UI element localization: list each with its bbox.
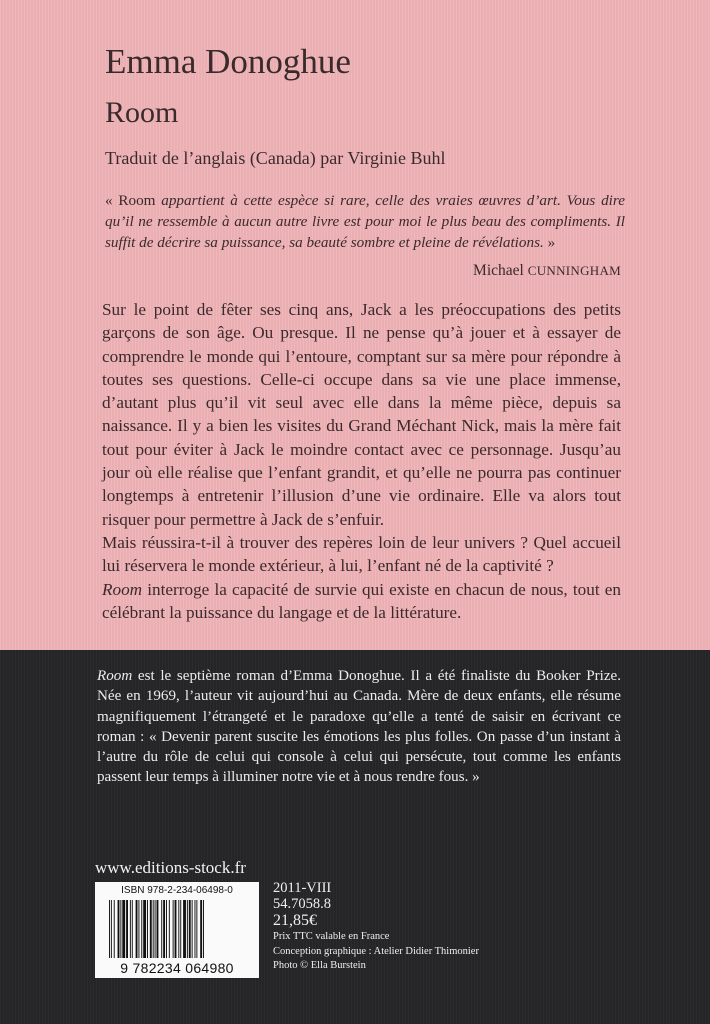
synopsis-paragraph-3 [102, 578, 621, 625]
author-bio [97, 666, 621, 788]
price: 21,85€ [273, 912, 317, 929]
synopsis-paragraph-2: Mais réussira-t-il à trouver des repères loin de leur univers ? Quel accueil lui réservera le monde extérieur, à lui, l’enfant né de la captivité ? [102, 532, 621, 576]
price-note: Prix TTC valable en France [273, 931, 390, 942]
quote-author-last: CUNNINGHAM [527, 263, 621, 278]
bio-text: est le septième roman d’Emma Donoghue. Il a été finaliste du Booker Prize. Née en 1969, l’auteur vit aujourd’hui au Canada. Mère de deux enfants, elle résume magnifiquement l’étrangeté et le paradoxe qu’elle a tenté de saisir en écrivant ce roman : « Devenir parent suscite les émotions les plus folles. On passe d’un instant à l’autre du rôle de celui qui console à celui qui persécute, tout comme les enfants passent leur temps à illuminer notre vie et à nous rendre fous. » [97, 668, 621, 786]
ean-number: 9 782234 064980 [120, 960, 234, 976]
barcode-block [95, 882, 259, 978]
design-credit: Conception graphique : Atelier Didier Thimonier [273, 945, 479, 957]
isbn-label: ISBN 978-2-234-06498-0 [121, 885, 233, 896]
synopsis-title-ref: Room [102, 579, 143, 599]
translator-credit: Traduit de l’anglais (Canada) par Virginie Buhl [105, 148, 446, 168]
barcode-icon [107, 900, 247, 958]
quote-open: « Room [105, 192, 162, 209]
book-title: Room [105, 96, 179, 129]
synopsis [102, 298, 621, 624]
synopsis-paragraph-1: Sur le point de fêter ses cinq ans, Jack a les préoccupations des petits garçons de son âge. Ou presque. Il ne pense qu’à jouer et à essayer de comprendre le monde qui l’entoure, comptant sur sa mère pour répondre à toutes ses questions. Celle-ci occupe dans sa vie une place immense, d’autant plus qu’il vit seul avec elle dans la même pièce, depuis sa naissance. Il y a bien les visites du Grand Méchant Nick, mais la mère fait tout pour éviter à Jack le moindre contact avec ce personnage. Jusqu’au jour où elle réalise que l’enfant grandit, et qu’elle ne pourra pas continuer longtemps à entretenir l’illusion d’une vie ordinaire. Elle va alors tout risquer pour permettre à Jack de s’enfuir. [102, 300, 621, 529]
quote-text: appartient à cette espèce si rare, celle des vraies œuvres d’art. Vous dire qu’il ne ressemble à aucun autre livre est pour moi le plus beau des compliments. Il suffit de décrire sa puissance, sa beauté sombre et pleine de révélations. [105, 192, 625, 251]
quote-author-first: Michael [473, 262, 528, 279]
imprint-info [273, 880, 479, 974]
review-quote [105, 190, 625, 253]
imprint-code-2: 54.7058.8 [273, 896, 331, 912]
photo-credit: Photo © Ella Burstein [273, 960, 366, 971]
publisher-website: www.editions-stock.fr [95, 858, 246, 877]
quote-close: » [543, 234, 556, 251]
bio-title-ref: Room [97, 668, 133, 684]
synopsis-paragraph-3-text: interroge la capacité de survie qui existe en chacun de nous, tout en célébrant la puissance du langage et de la littérature. [102, 579, 621, 622]
imprint-code-1: 2011-VIII [273, 880, 332, 896]
quote-attribution [105, 262, 621, 280]
author-name: Emma Donoghue [105, 42, 351, 81]
